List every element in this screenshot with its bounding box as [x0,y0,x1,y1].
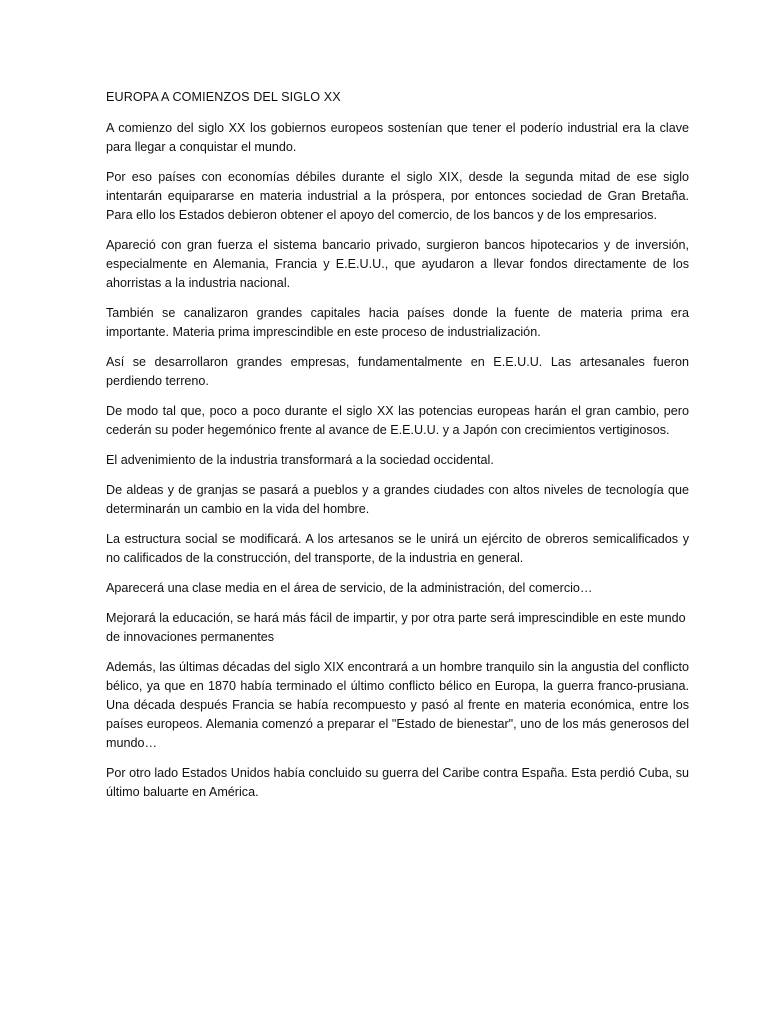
paragraph-2: Por eso países con economías débiles durante el siglo XIX, desde la segunda mitad de ese siglo intentarán equipararse en materia industrial a la próspera, por entonces sociedad de Gran Bretaña. Para ello los Estados debieron obtener el apoyo del comercio, de los bancos y de los empresarios. [106,170,689,222]
paragraph-10: Aparecerá una clase media en el área de servicio, de la administración, del comercio… [106,581,593,595]
paragraph-4: También se canalizaron grandes capitales hacia países donde la fuente de materia prima era importante. Materia prima imprescindible en este proceso de industrialización. [106,306,689,339]
paragraph-12: Además, las últimas décadas del siglo XIX encontrará a un hombre tranquilo sin la angustia del conflicto bélico, ya que en 1870 había terminado el último conflicto bélico en Europa, la guerra franco-prusiana. Una década después Francia se había recompuesto y pasó al frente en materia económica, entre los países europeos. Alemania comenzó a preparar el "Estado de bienestar", uno de los más generosos del mundo… [106,660,689,750]
document-title: EUROPA A COMIENZOS DEL SIGLO XX [106,90,341,104]
document-page [106,88,689,813]
paragraph-13: Por otro lado Estados Unidos había concluido su guerra del Caribe contra España. Esta perdió Cuba, su último baluarte en América. [106,766,689,799]
paragraph-1: A comienzo del siglo XX los gobiernos europeos sostenían que tener el poderío industrial era la clave para llegar a conquistar el mundo. [106,121,689,154]
paragraph-6: De modo tal que, poco a poco durante el siglo XX las potencias europeas harán el gran cambio, pero cederán su poder hegemónico frente al avance de E.E.U.U. y a Japón con crecimientos vertiginosos. [106,404,689,437]
paragraph-3: Apareció con gran fuerza el sistema bancario privado, surgieron bancos hipotecarios y de inversión, especialmente en Alemania, Francia y E.E.U.U., que ayudaron a llevar fondos directamente de los ahorristas a la industria nacional. [106,238,689,290]
paragraph-7: El advenimiento de la industria transformará a la sociedad occidental. [106,453,494,467]
paragraph-9: La estructura social se modificará. A los artesanos se le unirá un ejército de obreros semicalificados y no calificados de la construcción, del transporte, de la industria en general. [106,532,689,565]
paragraph-8: De aldeas y de granjas se pasará a pueblos y a grandes ciudades con altos niveles de tecnología que determinarán un cambio en la vida del hombre. [106,483,689,516]
paragraph-11: Mejorará la educación, se hará más fácil de impartir, y por otra parte será imprescindible en este mundo de innovaciones permanentes [106,611,686,644]
paragraph-5: Así se desarrollaron grandes empresas, fundamentalmente en E.E.U.U. Las artesanales fueron perdiendo terreno. [106,355,689,388]
